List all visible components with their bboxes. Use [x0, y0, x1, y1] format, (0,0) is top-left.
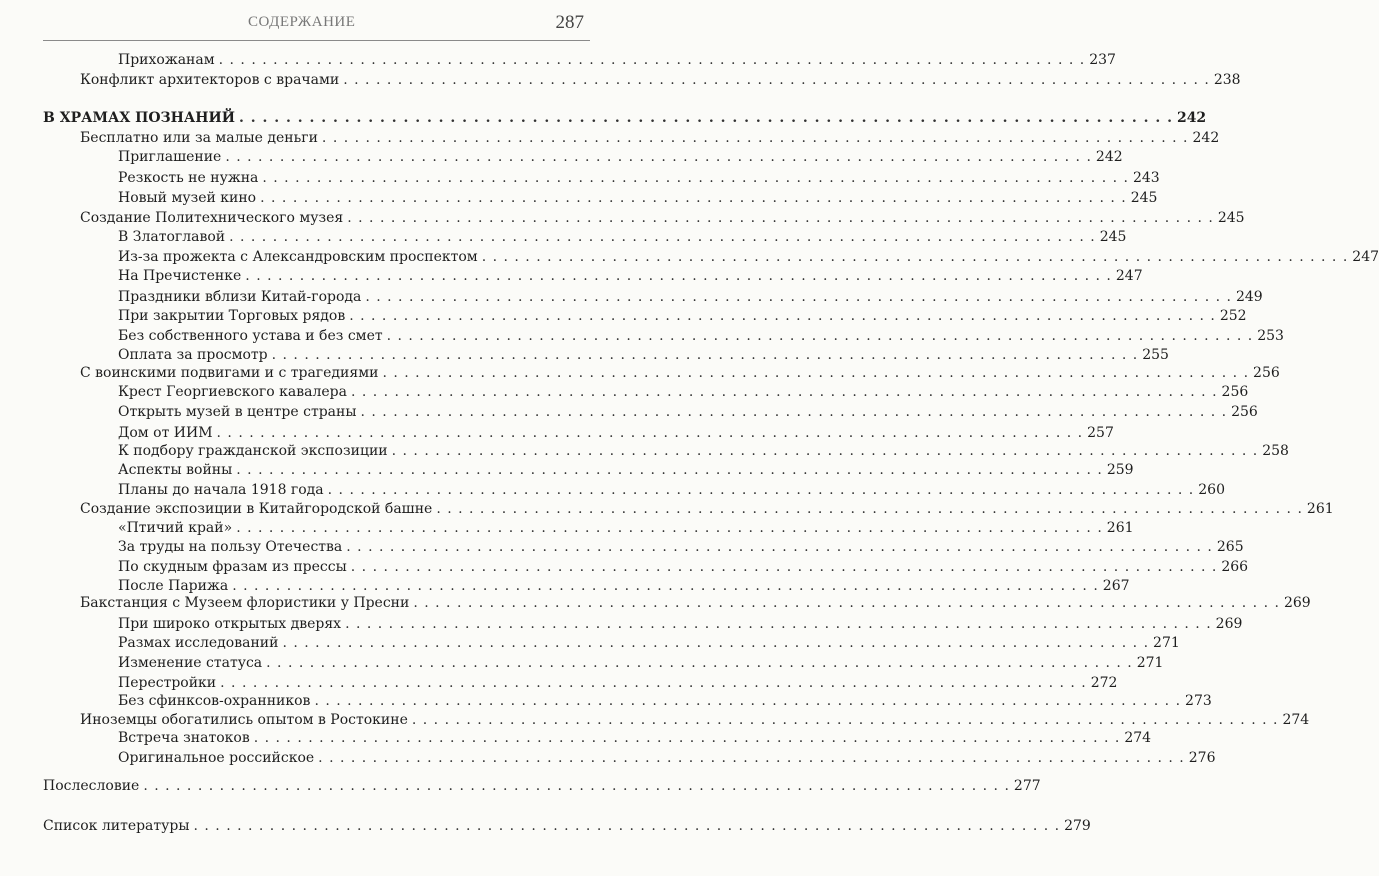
toc-entry — [118, 266, 1143, 286]
toc-entry-page: 265 — [1216, 539, 1244, 555]
toc-entry-page: 252 — [1219, 308, 1247, 324]
toc-entry — [80, 499, 1334, 519]
toc-entry-title: Крест Георгиевского кавалера — [118, 384, 347, 400]
toc-leader-dots: . . . . . . . . . . . . . . . . . . . . . . . . . . . . . . . . . . . . . . . . . . . . . . . . . . . . . . . . . . . . . . . . . . . . . . . . . . . . . . . . — [343, 72, 1210, 88]
toc-entry-title: Создание Политехнического музея — [80, 210, 344, 226]
toc-entry-page: 238 — [1213, 72, 1241, 88]
toc-entry-title: Без собственного устава и без смет — [118, 328, 383, 344]
toc-entry-page: 242 — [1192, 130, 1220, 146]
toc-entry-title: Резкость не нужна — [118, 170, 259, 186]
toc-entry — [80, 363, 1280, 383]
toc-entry-title: Конфликт архитекторов с врачами — [80, 72, 340, 88]
toc-entry-title: Прихожанам — [118, 52, 215, 68]
page-number: 287 — [555, 12, 584, 33]
toc-entry-title: Аспекты войны — [118, 462, 233, 478]
toc-leader-dots: . . . . . . . . . . . . . . . . . . . . . . . . . . . . . . . . . . . . . . . . . . . . . . . . . . . . . . . . . . . . . . . . . . . . . . . . . . . . . . . . — [193, 818, 1061, 834]
toc-entry-title: Перестройки — [118, 675, 217, 691]
toc-entry-page: 261 — [1306, 501, 1334, 517]
toc-entry-page: 269 — [1283, 595, 1311, 611]
toc-leader-dots: . . . . . . . . . . . . . . . . . . . . . . . . . . . . . . . . . . . . . . . . . . . . . . . . . . . . . . . . . . . . . . . . . . . . . . . . . . . . . . . . — [143, 778, 1010, 794]
running-header-title: СОДЕРЖАНИЕ — [248, 14, 356, 30]
toc-entry-page: 255 — [1142, 347, 1169, 363]
toc-entry — [43, 816, 1091, 836]
toc-entry — [118, 480, 1225, 500]
toc-entry-page: 249 — [1235, 289, 1263, 305]
toc-entry — [118, 460, 1134, 480]
toc-leader-dots: . . . . . . . . . . . . . . . . . . . . . . . . . . . . . . . . . . . . . . . . . . . . . . . . . . . . . . . . . . . . . . . . . . . . . . . . . . . . . . . . — [236, 520, 1103, 536]
toc-entry-page: 247 — [1115, 268, 1143, 284]
toc-entry-page: 273 — [1185, 693, 1212, 709]
toc-entry-title: За труды на пользу Отечества — [118, 539, 343, 555]
toc-leader-dots: . . . . . . . . . . . . . . . . . . . . . . . . . . . . . . . . . . . . . . . . . . . . . . . . . . . . . . . . . . . . . . . . . . . . . . . . . . . . . . . . — [350, 384, 1218, 400]
toc-entry — [118, 168, 1160, 188]
toc-leader-dots: . . . . . . . . . . . . . . . . . . . . . . . . . . . . . . . . . . . . . . . . . . . . . . . . . . . . . . . . . . . . . . . . . . . . . . . . . . . . . . . . — [350, 559, 1218, 575]
toc-leader-dots: . . . . . . . . . . . . . . . . . . . . . . . . . . . . . . . . . . . . . . . . . . . . . . . . . . . . . . . . . . . . . . . . . . . . . . . . . . . . . . . . — [220, 675, 1087, 691]
toc-leader-dots: . . . . . . . . . . . . . . . . . . . . . . . . . . . . . . . . . . . . . . . . . . . . . . . . . . . . . . . . . . . . . . . . . . . . . . . . . . . . . . . . — [365, 289, 1232, 305]
toc-entry — [43, 776, 1041, 796]
toc-entry-title: В Златоглавой — [118, 229, 226, 245]
toc-entry — [118, 673, 1118, 693]
toc-leader-dots: . . . . . . . . . . . . . . . . . . . . . . . . . . . . . . . . . . . . . . . . . . . . . . . . . . . . . . . . . . . . . . . . . . . . . . . . . . . . . . . . — [225, 149, 1092, 165]
toc-leader-dots: . . . . . . . . . . . . . . . . . . . . . . . . . . . . . . . . . . . . . . . . . . . . . . . . . . . . . . . . . . . . . . . . . . . . . . . . . . . . . . . . — [245, 268, 1112, 284]
toc-leader-dots: . . . . . . . . . . . . . . . . . . . . . . . . . . . . . . . . . . . . . . . . . . . . . . . . . . . . . . . . . . . . . . . . . . . . . . . . . . . . . . . . — [321, 130, 1189, 146]
toc-leader-dots: . . . . . . . . . . . . . . . . . . . . . . . . . . . . . . . . . . . . . . . . . . . . . . . . . . . . . . . . . . . . . . . . . . . . . . . . . . . . . . . . — [347, 210, 1214, 226]
toc-entry-page: 267 — [1102, 578, 1130, 594]
toc-entry — [118, 306, 1247, 326]
toc-entry-page: 256 — [1231, 404, 1258, 420]
toc-leader-dots: . . . . . . . . . . . . . . . . . . . . . . . . . . . . . . . . . . . . . . . . . . . . . . . . . . . . . . . . . . . . . . . . . . . . . . . . . . . . . . . . — [232, 578, 1099, 594]
toc-entry-page: 260 — [1198, 482, 1225, 498]
toc-entry-title: После Парижа — [118, 578, 229, 594]
toc-leader-dots: . . . . . . . . . . . . . . . . . . . . . . . . . . . . . . . . . . . . . . . . . . . . . . . . . . . . . . . . . . . . . . . . . . . . . . . . . . . . . . . . — [382, 365, 1250, 381]
toc-entry — [80, 208, 1245, 228]
toc-leader-dots: . . . . . . . . . . . . . . . . . . . . . . . . . . . . . . . . . . . . . . . . . . . . . . . . . . . . . . . . . . . . . . . . . . . . . . . . . . . . . . . . — [360, 404, 1228, 420]
toc-entry-page: 257 — [1087, 425, 1114, 441]
toc-leader-dots: . . . . . . . . . . . . . . . . . . . . . . . . . . . . . . . . . . . . . . . . . . . . . . . . . . . . . . . . . . . . . . . . . . . . . . . . . . . . . . . . — [271, 347, 1139, 363]
toc-entry-title: Изменение статуса — [118, 655, 263, 671]
toc-leader-dots: . . . . . . . . . . . . . . . . . . . . . . . . . . . . . . . . . . . . . . . . . . . . . . . . . . . . . . . . . . . . . . . . . . . . . . . . . . . . . . . . — [236, 462, 1103, 478]
toc-entry-title: Создание экспозиции в Китайгородской башне — [80, 501, 433, 517]
toc-entry-title: При широко открытых дверях — [118, 616, 342, 632]
toc-leader-dots: . . . . . . . . . . . . . . . . . . . . . . . . . . . . . . . . . . . . . . . . . . . . . . . . . . . . . . . . . . . . . . . . . . . . . . . . . . . . . . . . — [386, 328, 1254, 344]
toc-entry — [118, 728, 1152, 748]
toc-entry — [118, 382, 1249, 402]
toc-entry-title: Открыть музей в центре страны — [118, 404, 357, 420]
toc-entry-page: 266 — [1221, 559, 1249, 575]
toc-entry-title: Планы до начала 1918 года — [118, 482, 324, 498]
toc-leader-dots: . . . . . . . . . . . . . . . . . . . . . . . . . . . . . . . . . . . . . . . . . . . . . . . . . . . . . . . . . . . . . . . . . . . . . . . . . . . . . . . . — [413, 595, 1280, 611]
toc-entry-title: Послесловие — [43, 778, 140, 794]
toc-leader-dots: . . . . . . . . . . . . . . . . . . . . . . . . . . . . . . . . . . . . . . . . . . . . . . . . . . . . . . . . . . . . . . . . . . . . . . . . . . . . . . . . — [391, 443, 1259, 459]
toc-leader-dots: . . . . . . . . . . . . . . . . . . . . . . . . . . . . . . . . . . . . . . . . . . . . . . . . . . . . . . . . . . . . . . . . . . . . . . . . . . . . . . . . — [481, 249, 1349, 265]
toc-entry-title: Из-за прожекта с Александровским проспектом — [118, 249, 478, 265]
toc-entry-title: Список литературы — [43, 818, 190, 834]
toc-entry-title: По скудным фразам из прессы — [118, 559, 347, 575]
toc-entry — [118, 402, 1258, 422]
toc-entry-page: 253 — [1257, 328, 1284, 344]
toc-entry-title: Размах исследований — [118, 635, 279, 651]
toc-entry-title: Без сфинксов-охранников — [118, 693, 311, 709]
toc-entry — [80, 128, 1220, 148]
toc-entry-page: 245 — [1217, 210, 1245, 226]
toc-leader-dots: . . . . . . . . . . . . . . . . . . . . . . . . . . . . . . . . . . . . . . . . . . . . . . . . . . . . . . . . . . . . . . . . . . . . . . . . . . . . . . . . — [318, 750, 1185, 766]
toc-entry-page: 271 — [1136, 655, 1164, 671]
toc-entry — [118, 748, 1216, 768]
toc-entry-title: Бесплатно или за малые деньги — [80, 130, 318, 146]
toc-entry-page: 242 — [1095, 149, 1123, 165]
toc-entry-page: 274 — [1124, 730, 1152, 746]
toc-entry-page: 242 — [1176, 110, 1207, 126]
toc-entry — [118, 557, 1249, 577]
toc-entry-title: При закрытии Торговых рядов — [118, 308, 346, 324]
toc-entry — [118, 423, 1114, 443]
toc-leader-dots: . . . . . . . . . . . . . . . . . . . . . . . . . . . . . . . . . . . . . . . . . . . . . . . . . . . . . . . . . . . . . . . . . . . . . . . . . . . . . . . . — [262, 170, 1129, 186]
toc-entry — [80, 710, 1310, 730]
toc-leader-dots: . . . . . . . . . . . . . . . . . . . . . . . . . . . . . . . . . . . . . . . . . . . . . . . . . . . . . . . . . . . . . . . . . . . . . . . . . . . . . . . . — [282, 635, 1150, 651]
toc-entry-page: 261 — [1106, 520, 1134, 536]
toc-entry-page: 276 — [1188, 750, 1216, 766]
toc-leader-dots: . . . . . . . . . . . . . . . . . . . . . . . . . . . . . . . . . . . . . . . . . . . . . . . . . . . . . . . . . . . . . . . . . . . . . . . . . . . . . . . . — [314, 693, 1182, 709]
toc-leader-dots: . . . . . . . . . . . . . . . . . . . . . . . . . . . . . . . . . . . . . . . . . . . . . . . . . . . . . . . . . . . . . . . . . . . . . . . . . . . . . . . . — [436, 501, 1303, 517]
toc-entry — [43, 108, 1207, 128]
toc-entry — [118, 614, 1243, 634]
toc-entry-page: 245 — [1099, 229, 1127, 245]
toc-leader-dots: . . . . . . . . . . . . . . . . . . . . . . . . . . . . . . . . . . . . . . . . . . . . . . . . . . . . . . . . . . . . . . . . . . . . . . . . . . . . . . . . — [216, 425, 1084, 441]
toc-entry-page: 279 — [1064, 818, 1091, 834]
toc-entry-page: 271 — [1153, 635, 1180, 651]
toc-entry — [80, 593, 1311, 613]
toc-entry — [118, 633, 1180, 653]
toc-leader-dots: . . . . . . . . . . . . . . . . . . . . . . . . . . . . . . . . . . . . . . . . . . . . . . . . . . . . . . . . . . . . . . . . . . . . . . . . . . . . . . . . — [266, 655, 1133, 671]
toc-entry-title: На Пречистенке — [118, 268, 242, 284]
toc-leader-dots: . . . . . . . . . . . . . . . . . . . . . . . . . . . . . . . . . . . . . . . . . . . . . . . . . . . . . . . . . . . . . . . . . . . . . . . . . . . . . . . . — [260, 190, 1127, 206]
toc-entry-title: Оплата за просмотр — [118, 347, 268, 363]
toc-entry-title: С воинскими подвигами и с трагедиями — [80, 365, 379, 381]
toc-entry — [118, 247, 1379, 267]
toc-leader-dots: . . . . . . . . . . . . . . . . . . . . . . . . . . . . . . . . . . . . . . . . . . . . . . . . . . . . . . . . . . . . . . . . . . . . . . . . . . . . . . . . — [346, 539, 1213, 555]
toc-entry-page: 256 — [1221, 384, 1249, 400]
toc-entry-page: 247 — [1352, 249, 1379, 265]
toc-entry-page: 277 — [1013, 778, 1041, 794]
toc-entry-title: Встреча знатоков — [118, 730, 250, 746]
toc-entry-title: В ХРАМАХ ПОЗНАНИЙ — [43, 110, 235, 126]
toc-entry-page: 259 — [1106, 462, 1134, 478]
toc-leader-dots: . . . . . . . . . . . . . . . . . . . . . . . . . . . . . . . . . . . . . . . . . . . . . . . . . . . . . . . . . . . . . . . . . . . . . . . . . . . . . . . . — [349, 308, 1216, 324]
toc-entry — [118, 441, 1289, 461]
toc-entry-page: 256 — [1253, 365, 1280, 381]
toc-entry-title: Новый музей кино — [118, 190, 257, 206]
toc-entry — [118, 287, 1263, 307]
toc-entry — [118, 653, 1164, 673]
toc-leader-dots: . . . . . . . . . . . . . . . . . . . . . . . . . . . . . . . . . . . . . . . . . . . . . . . . . . . . . . . . . . . . . . . . . . . . . . . . . . . . . . . . — [218, 52, 1086, 68]
toc-entry-page: 258 — [1262, 443, 1289, 459]
toc-entry — [118, 345, 1169, 365]
toc-entry-title: Приглашение — [118, 149, 222, 165]
toc-leader-dots: . . . . . . . . . . . . . . . . . . . . . . . . . . . . . . . . . . . . . . . . . . . . . . . . . . . . . . . . . . . . . . . . . . . . . . . . . . . . . . . . — [253, 730, 1121, 746]
toc-entry — [118, 50, 1116, 70]
toc-leader-dots: . . . . . . . . . . . . . . . . . . . . . . . . . . . . . . . . . . . . . . . . . . . . . . . . . . . . . . . . . . . . . . . . . . . . . . . . . . . . . . . . — [345, 616, 1212, 632]
toc-entry — [118, 691, 1212, 711]
toc-entry-page: 243 — [1132, 170, 1160, 186]
toc-entry — [118, 518, 1134, 538]
toc-entry-page: 269 — [1215, 616, 1243, 632]
toc-entry-title: Праздники вблизи Китай-города — [118, 289, 362, 305]
toc-entry-page: 237 — [1089, 52, 1116, 68]
toc-entry-page: 274 — [1282, 712, 1310, 728]
toc-entry-page: 272 — [1090, 675, 1118, 691]
toc-entry — [118, 227, 1127, 247]
toc-leader-dots: . . . . . . . . . . . . . . . . . . . . . . . . . . . . . . . . . . . . . . . . . . . . . . . . . . . . . . . . . . . . . . . . . . . . . . . . . . . . . . . . — [327, 482, 1195, 498]
toc-entry — [118, 537, 1244, 557]
toc-leader-dots: . . . . . . . . . . . . . . . . . . . . . . . . . . . . . . . . . . . . . . . . . . . . . . . . . . . . . . . . . . . . . . . . . . . . . . . . . . . . . . . . — [229, 229, 1096, 245]
toc-entry-title: Оригинальное российское — [118, 750, 315, 766]
toc-entry-title: Дом от ИИМ — [118, 425, 213, 441]
toc-entry-title: «Птичий край» — [118, 520, 233, 536]
toc-entry — [118, 326, 1284, 346]
toc-entry-title: К подбору гражданской экспозиции — [118, 443, 388, 459]
toc-entry — [118, 188, 1158, 208]
toc-entry — [80, 70, 1241, 90]
toc-leader-dots: . . . . . . . . . . . . . . . . . . . . . . . . . . . . . . . . . . . . . . . . . . . . . . . . . . . . . . . . . . . . . . . . . . . . . . . . . . . . . . . . — [411, 712, 1279, 728]
toc-entry-title: Иноземцы обогатились опытом в Ростокине — [80, 712, 408, 728]
toc-entry-title: Бакстанция с Музеем флористики у Пресни — [80, 595, 410, 611]
toc-entry-page: 245 — [1130, 190, 1158, 206]
toc-leader-dots: . . . . . . . . . . . . . . . . . . . . . . . . . . . . . . . . . . . . . . . . . . . . . . . . . . . . . . . . . . . . . . . . . . . . . . . . . . . . . . . . — [238, 110, 1173, 126]
toc-entry — [118, 147, 1123, 167]
